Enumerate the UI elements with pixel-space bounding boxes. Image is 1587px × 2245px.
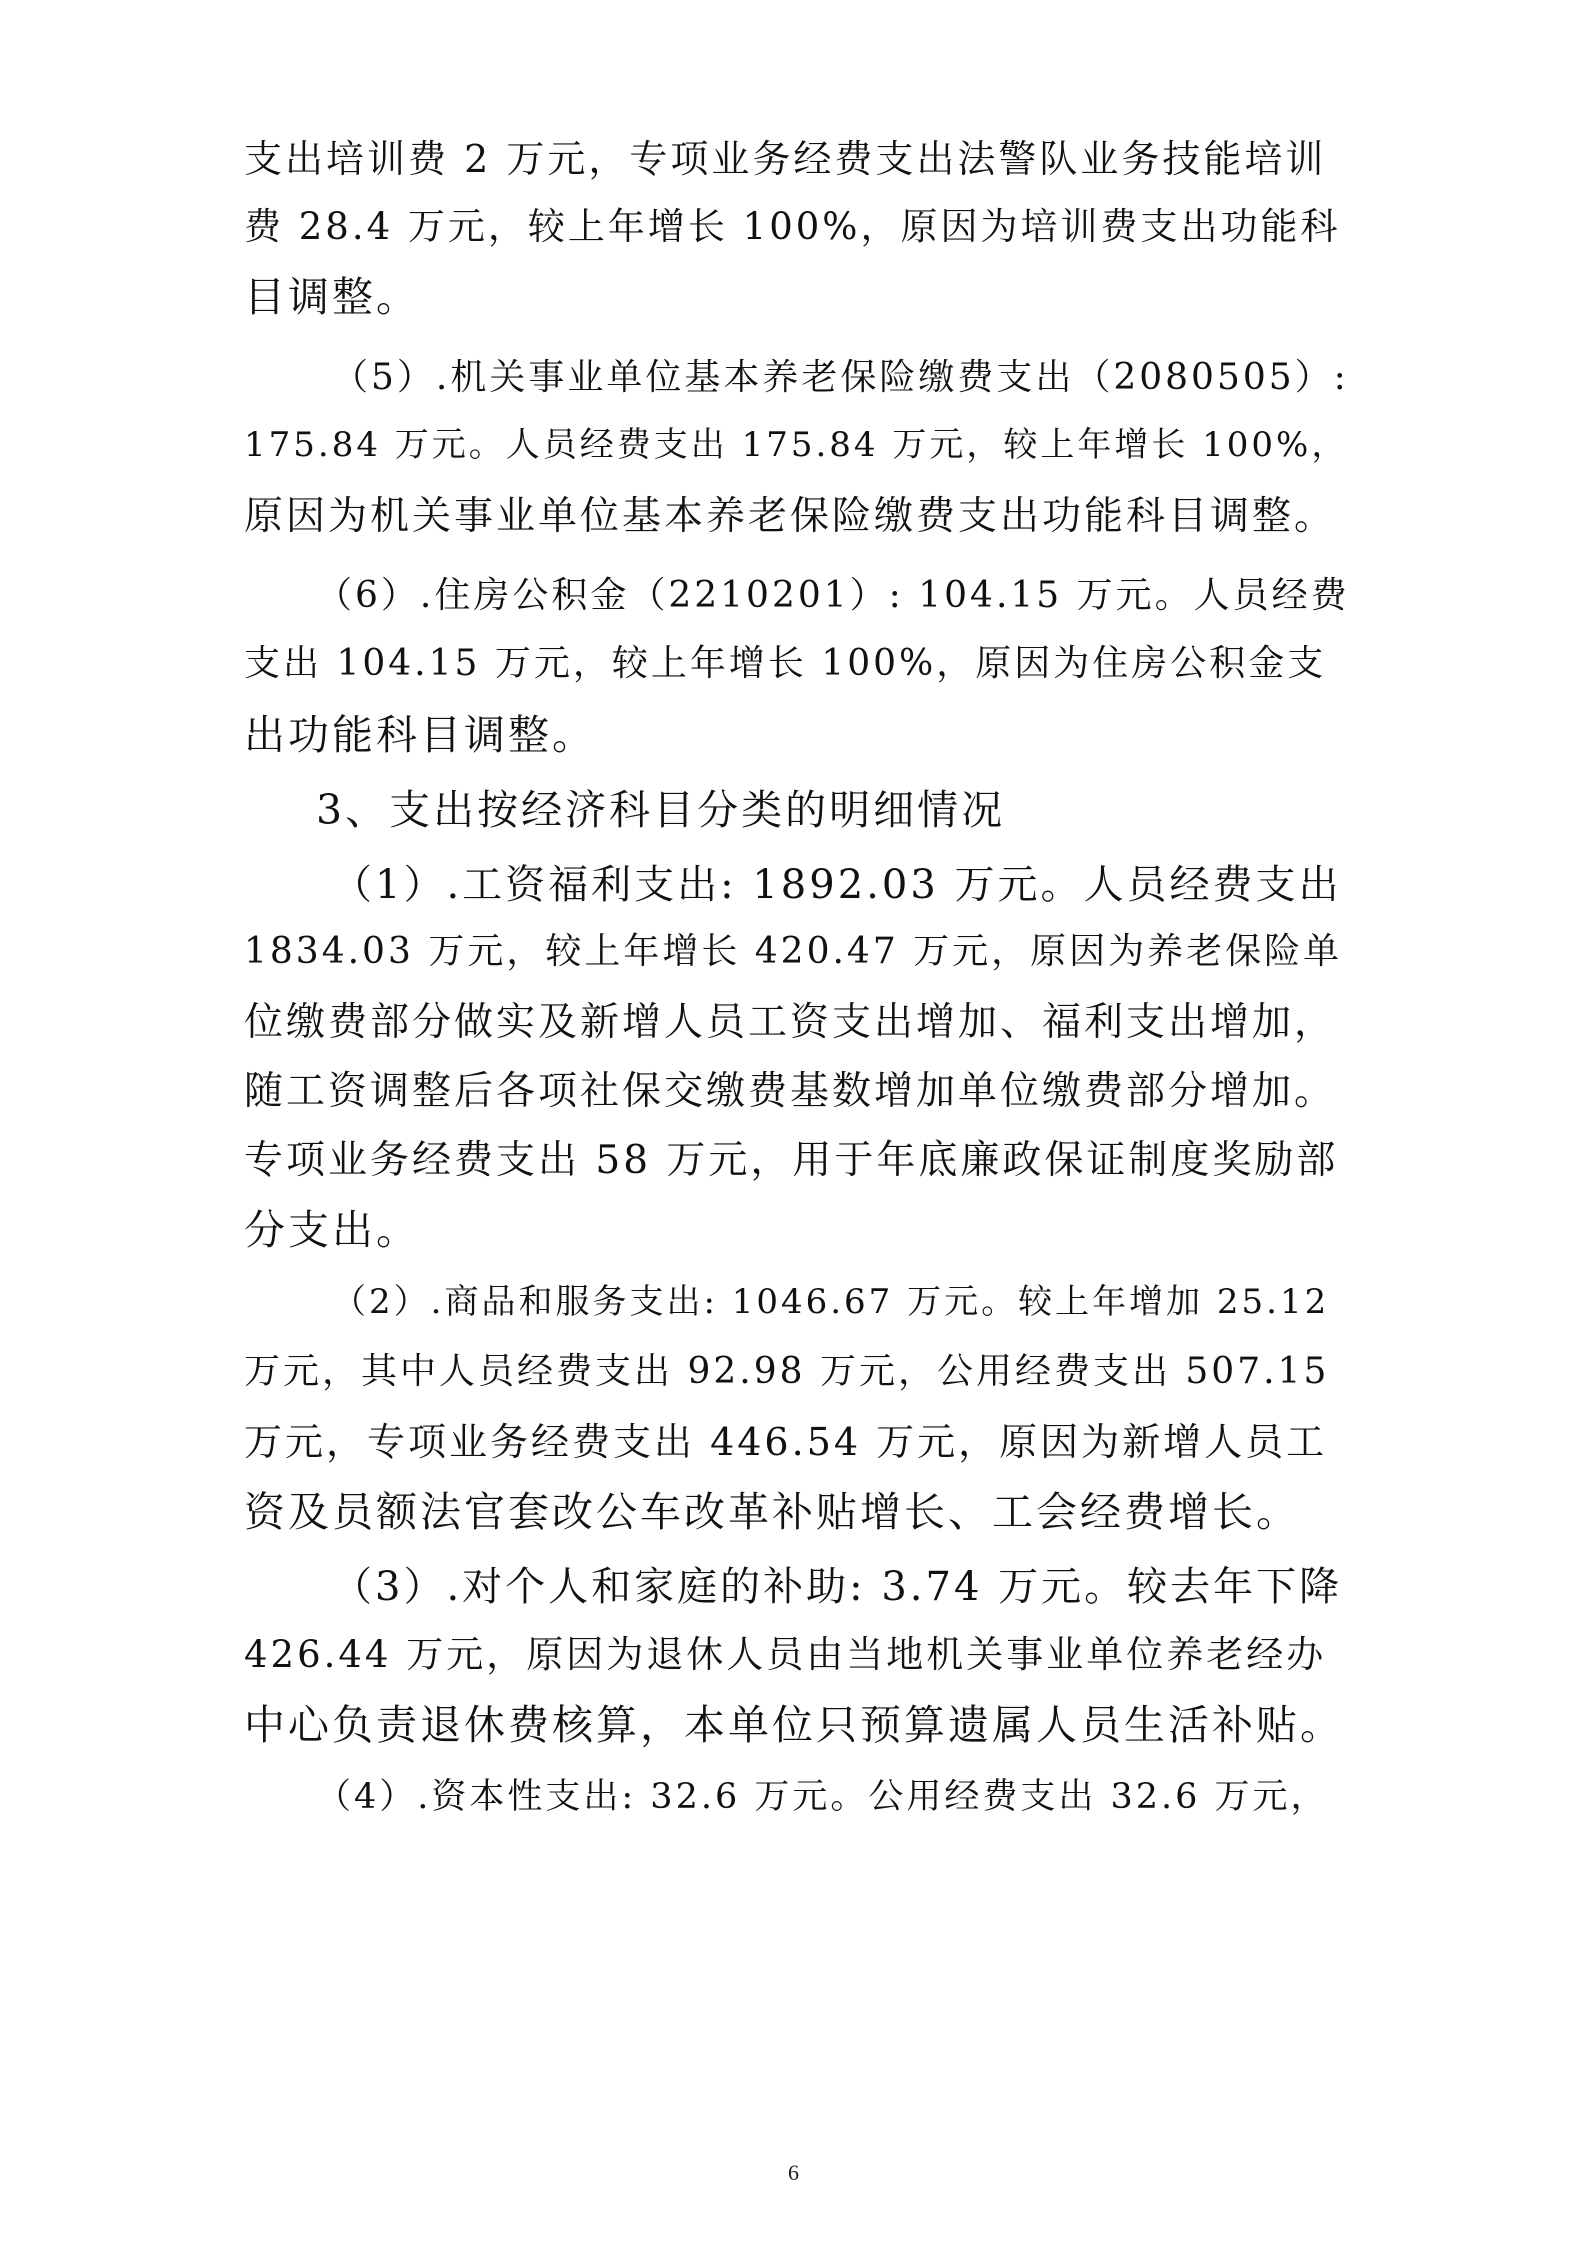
page-number: 6 <box>788 2160 799 2185</box>
text-line: 原因为机关事业单位基本养老保险缴费支出功能科目调整。 <box>244 494 1337 539</box>
text-line: 万元，其中人员经费支出 92.98 万元，公用经费支出 507.15 <box>244 1351 1330 1392</box>
text-line: 位缴费部分做实及新增人员工资支出增加、福利支出增加， <box>244 1000 1337 1045</box>
text-line: （3）.对个人和家庭的补助: 3.74 万元。较去年下降 <box>332 1564 1343 1610</box>
text-line: （1）.工资福利支出: 1892.03 万元。人员经费支出 <box>332 862 1342 908</box>
text-line: （6）.住房公积金（2210201）: 104.15 万元。人员经费 <box>316 575 1350 616</box>
text-line: 专项业务经费支出 58 万元，用于年底廉政保证制度奖励部 <box>244 1138 1339 1183</box>
text-line: 费 28.4 万元，较上年增长 100%，原因为培训费支出功能科 <box>244 205 1341 248</box>
text-line: 资及员额法官套改公车改革补贴增长、工会经费增长。 <box>244 1488 1300 1536</box>
text-line: 万元，专项业务经费支出 446.54 万元，原因为新增人员工 <box>244 1420 1328 1464</box>
text-line: 1834.03 万元，较上年增长 420.47 万元，原因为养老保险单 <box>244 931 1343 972</box>
text-line: 目调整。 <box>244 273 420 321</box>
text-line: （5）.机关事业单位基本养老保险缴费支出（2080505）: <box>332 357 1349 398</box>
text-line: （2）.商品和服务支出: 1046.67 万元。较上年增加 25.12 <box>332 1282 1330 1322</box>
section-heading: 3、支出按经济科目分类的明细情况 <box>316 786 1006 834</box>
text-line: 出功能科目调整。 <box>244 711 596 759</box>
text-line: 426.44 万元，原因为退休人员由当地机关事业单位养老经办 <box>244 1633 1327 1676</box>
text-line: 支出培训费 2 万元，专项业务经费支出法警队业务技能培训 <box>244 137 1327 181</box>
text-line: 中心负责退休费核算，本单位只预算遗属人员生活补贴。 <box>244 1701 1344 1749</box>
text-line: 175.84 万元。人员经费支出 175.84 万元，较上年增长 100%， <box>244 425 1349 465</box>
text-line: （4）.资本性支出: 32.6 万元。公用经费支出 32.6 万元， <box>316 1777 1329 1817</box>
text-line: 分支出。 <box>244 1206 420 1254</box>
text-line: 随工资调整后各项社保交缴费基数增加单位缴费部分增加。 <box>244 1069 1337 1114</box>
text-line: 支出 104.15 万元，较上年增长 100%，原因为住房公积金支 <box>244 643 1327 684</box>
